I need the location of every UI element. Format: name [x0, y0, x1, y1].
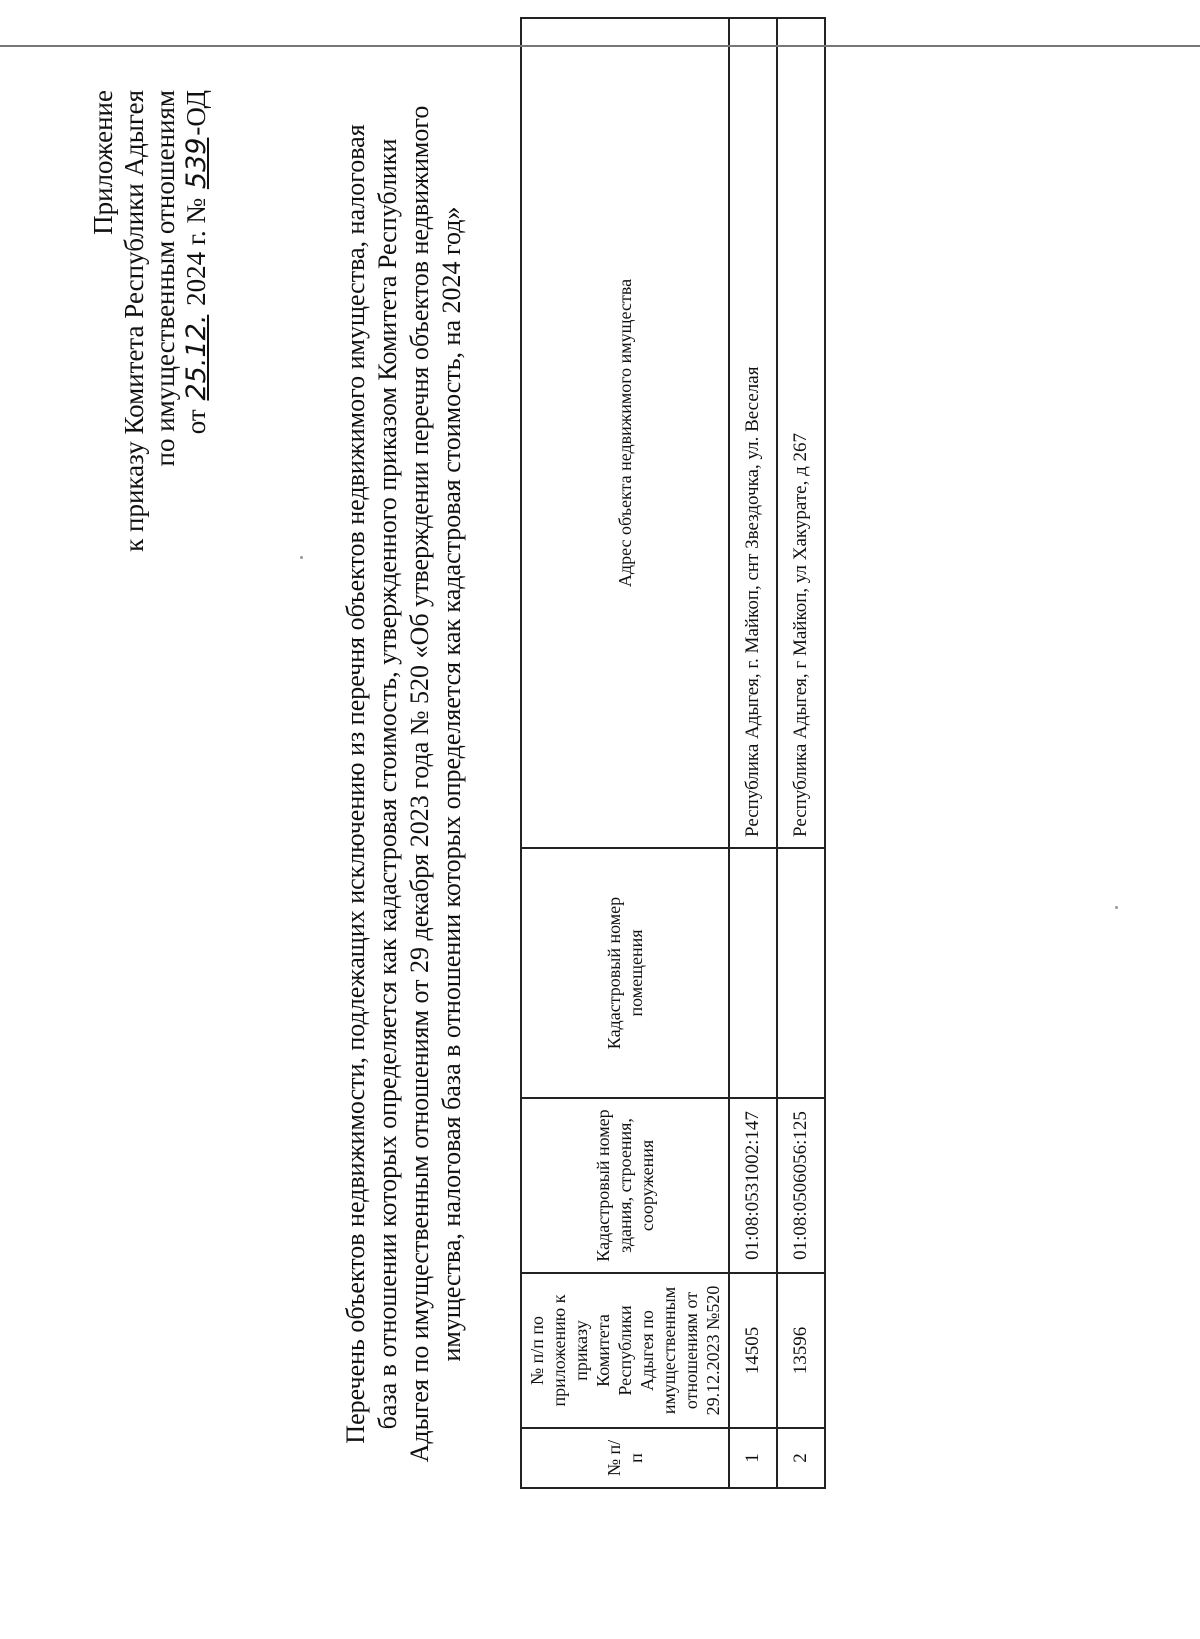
- order-reference: к приказу Комитета Республики Адыгея: [119, 90, 149, 552]
- table-row: [777, 18, 825, 1488]
- cell-building-cadastral: 01:08:0506056:125: [777, 1098, 825, 1273]
- cell-address: Республика Адыгея, г. Майкоп, снт Звездочка, ул. Веселая: [729, 18, 777, 848]
- header-num: № п/п: [521, 1428, 729, 1488]
- handwritten-order-number: 539: [181, 137, 212, 190]
- header-address: Адрес объекта недвижимого имущества: [521, 18, 729, 848]
- cell-address: Республика Адыгея, г Майкоп, ул Хакурате, д 267: [777, 18, 825, 848]
- cell-room-cadastral: [729, 848, 777, 1098]
- heading-line-1: Перечень объектов недвижимости, подлежащих исключению из перечня объектов недвижимого имущества, налоговая: [341, 124, 370, 1444]
- cell-ref-num: 14505: [729, 1273, 777, 1428]
- approval-stamp-block: [88, 90, 212, 552]
- heading-line-3: Адыгея по имущественным отношениям от 29 декабря 2023 года № 520 «Об утверждении перечня объектов недвижимого: [405, 105, 434, 1463]
- committee-name: по имущественным отношениям: [150, 90, 180, 467]
- from-prefix: от: [181, 409, 211, 435]
- cell-building-cadastral: 01:08:0531002:147: [729, 1098, 777, 1273]
- order-number-suffix: -ОД: [181, 90, 211, 136]
- cell-num: 2: [777, 1428, 825, 1488]
- scan-edge-line: [0, 45, 1200, 47]
- order-date-line: [181, 90, 212, 552]
- cell-num: 1: [729, 1428, 777, 1488]
- header-building-cadastral: Кадастровый номер здания, строения, сооружения: [521, 1098, 729, 1273]
- property-list-table: [520, 17, 826, 1489]
- table-row: [729, 18, 777, 1488]
- scan-speck: [1115, 906, 1118, 909]
- cell-room-cadastral: [777, 848, 825, 1098]
- appendix-title: Приложение: [88, 90, 118, 235]
- header-ref-num: № п/п по приложению к приказу Комитета Республики Адыгея по имущественным отношениям от 29.12.2023 №520: [521, 1273, 729, 1428]
- header-room-cadastral: Кадастровый номер помещения: [521, 848, 729, 1098]
- handwritten-date: 25.12.: [181, 314, 212, 401]
- table-header-row: [521, 18, 729, 1488]
- heading-line-2: база в отношении которых определяется как кадастровая стоимость, утвержденного приказом Комитета Республики: [373, 138, 402, 1430]
- heading-line-4: имущества, налоговая база в отношении которых определяется как кадастровая стоимость, на 2024 год»: [437, 206, 466, 1362]
- cell-ref-num: 13596: [777, 1273, 825, 1428]
- document-heading: [340, 69, 468, 1499]
- scan-speck: [300, 556, 303, 559]
- date-year: 2024 г. №: [181, 197, 211, 306]
